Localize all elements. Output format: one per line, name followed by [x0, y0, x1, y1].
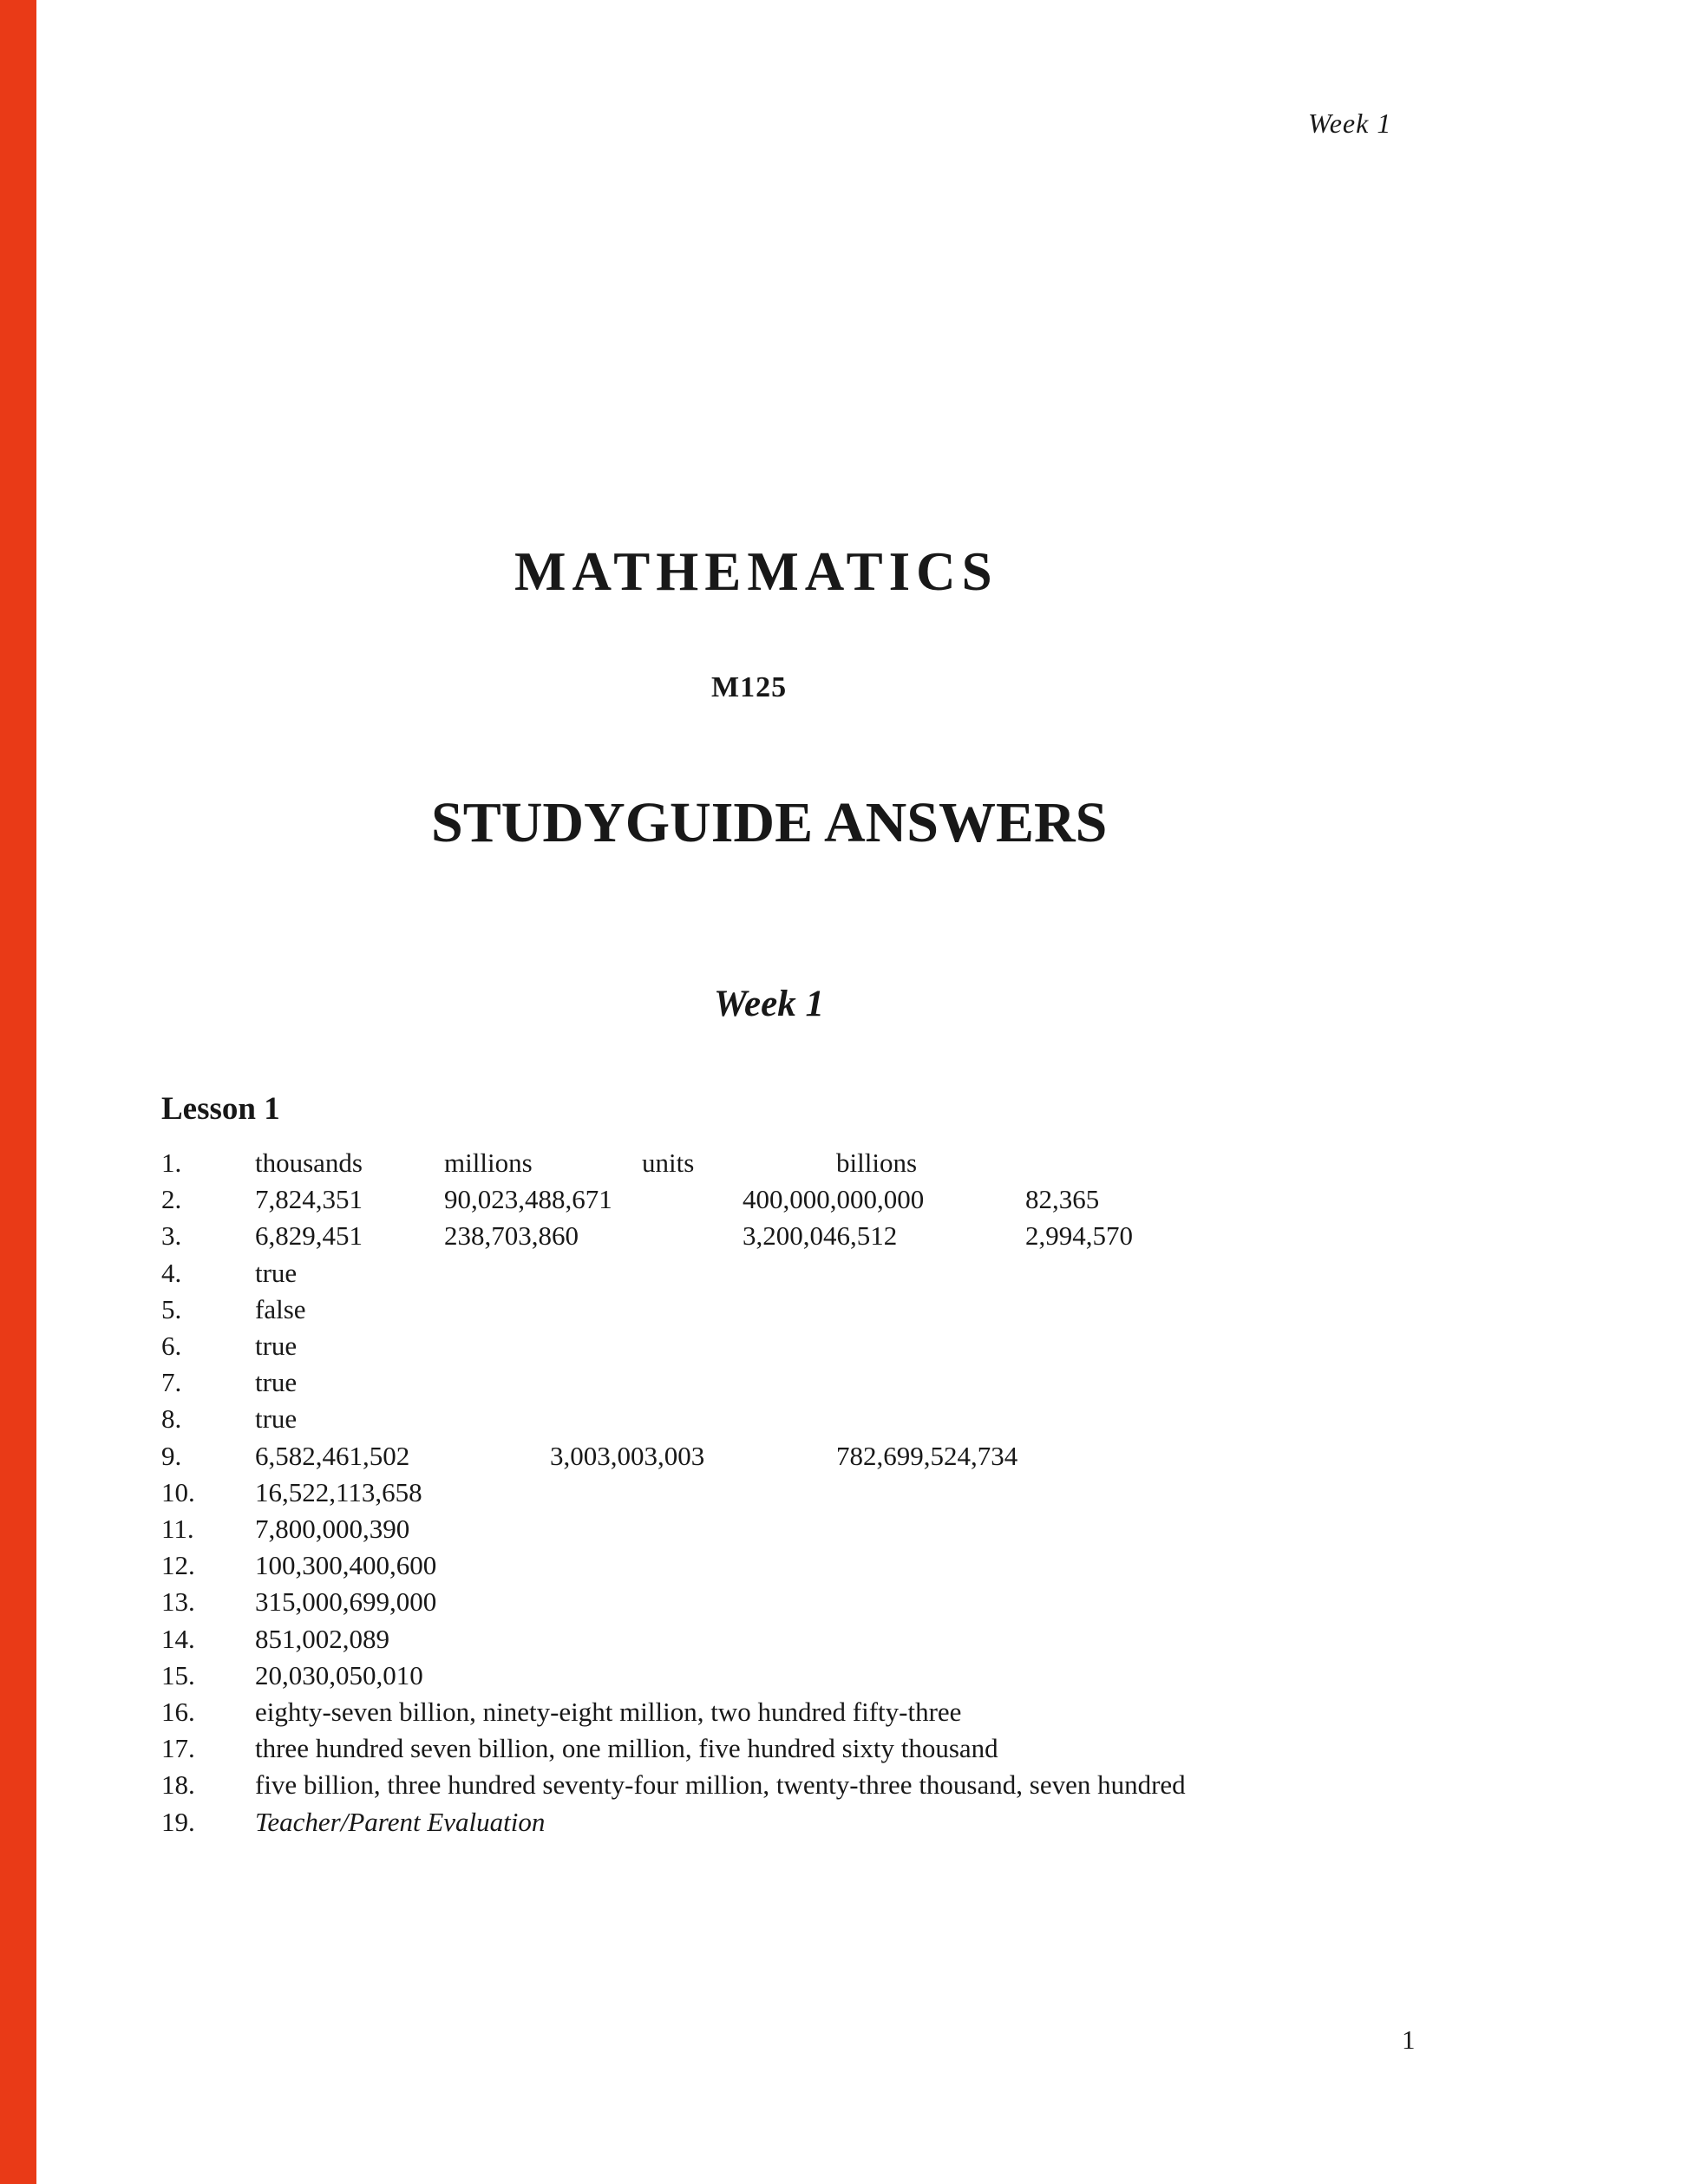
answer-number: 15. — [161, 1659, 195, 1690]
answer-row — [161, 1547, 1567, 1584]
answer-cell: 20,030,050,010 — [255, 1659, 423, 1690]
answer-cell: true — [255, 1331, 298, 1362]
header-week-label: Week 1 — [1308, 108, 1392, 139]
page-number: 1 — [1402, 2024, 1416, 2055]
answer-cell: Teacher/Parent Evaluation — [255, 1806, 546, 1837]
answer-number: 19. — [161, 1806, 195, 1837]
answer-cell: 3,200,046,512 — [743, 1220, 898, 1252]
week-heading: Week 1 — [714, 984, 824, 1024]
answer-row — [161, 1145, 1567, 1181]
answer-cell: three hundred seven billion, one million, five hundred sixty thousand — [255, 1733, 998, 1764]
answer-cell: 16,522,113,658 — [255, 1476, 422, 1507]
answer-number: 9. — [161, 1440, 182, 1471]
answer-number: 12. — [161, 1550, 195, 1581]
answer-row — [161, 1621, 1567, 1658]
answer-number: 6. — [161, 1331, 182, 1362]
answer-number: 18. — [161, 1769, 195, 1801]
answer-cell: true — [255, 1367, 298, 1398]
answer-row — [161, 1364, 1567, 1401]
answer-row — [161, 1438, 1567, 1475]
answer-cell: millions — [444, 1148, 533, 1178]
document-subtitle: STUDYGUIDE ANSWERS — [431, 791, 1108, 854]
answer-cell: true — [255, 1257, 298, 1288]
answer-row — [161, 1328, 1567, 1364]
answer-number: 1. — [161, 1148, 182, 1178]
answer-row — [161, 1255, 1567, 1291]
answer-row — [161, 1767, 1567, 1803]
course-code: M125 — [711, 671, 788, 703]
lesson-heading: Lesson 1 — [161, 1091, 280, 1127]
answer-cell: 6,582,461,502 — [255, 1440, 410, 1471]
answer-row — [161, 1730, 1567, 1767]
answer-cell: 7,824,351 — [255, 1184, 363, 1215]
answer-cell: 400,000,000,000 — [743, 1184, 925, 1215]
answer-row — [161, 1291, 1567, 1328]
answer-cell: 90,023,488,671 — [444, 1184, 612, 1215]
answer-number: 10. — [161, 1476, 195, 1507]
answer-cell: 238,703,860 — [444, 1220, 579, 1252]
answer-number: 13. — [161, 1586, 195, 1618]
answer-row — [161, 1584, 1567, 1620]
answer-cell: five billion, three hundred seventy-four million, twenty-three thousand, seven hundred — [255, 1769, 1186, 1801]
answer-number: 7. — [161, 1367, 182, 1398]
answer-cell: 315,000,699,000 — [255, 1586, 437, 1618]
answer-cell: 82,365 — [1025, 1184, 1100, 1215]
answer-cell: 100,300,400,600 — [255, 1550, 437, 1581]
answer-row — [161, 1694, 1567, 1730]
answer-cell: eighty-seven billion, ninety-eight million, two hundred fifty-three — [255, 1697, 962, 1728]
answer-cell: false — [255, 1293, 306, 1324]
answer-cell: 2,994,570 — [1025, 1220, 1133, 1252]
answer-row — [161, 1181, 1567, 1218]
answer-cell: units — [642, 1148, 695, 1178]
answer-cell: billions — [836, 1148, 918, 1178]
answer-cell: thousands — [255, 1148, 363, 1178]
answer-cell: 7,800,000,390 — [255, 1514, 410, 1545]
answer-row — [161, 1511, 1567, 1547]
answer-list — [161, 1145, 1567, 1841]
answer-number: 3. — [161, 1220, 182, 1252]
answer-number: 14. — [161, 1623, 195, 1654]
answer-row — [161, 1804, 1567, 1841]
answer-cell: 3,003,003,003 — [550, 1440, 705, 1471]
answer-row — [161, 1475, 1567, 1511]
document-title: MATHEMATICS — [514, 541, 998, 602]
answer-row — [161, 1401, 1567, 1437]
answer-cell: 782,699,524,734 — [836, 1440, 1018, 1471]
answer-number: 4. — [161, 1257, 182, 1288]
answer-number: 11. — [161, 1514, 194, 1545]
answer-cell: 851,002,089 — [255, 1623, 389, 1654]
answer-number: 16. — [161, 1697, 195, 1728]
answer-cell: 6,829,451 — [255, 1220, 363, 1252]
scan-edge-stripe — [0, 0, 36, 2184]
answer-row — [161, 1218, 1567, 1254]
answer-row — [161, 1658, 1567, 1694]
answer-number: 5. — [161, 1293, 182, 1324]
answer-number: 17. — [161, 1733, 195, 1764]
answer-cell: true — [255, 1403, 298, 1435]
answer-number: 8. — [161, 1403, 182, 1435]
answer-number: 2. — [161, 1184, 182, 1215]
